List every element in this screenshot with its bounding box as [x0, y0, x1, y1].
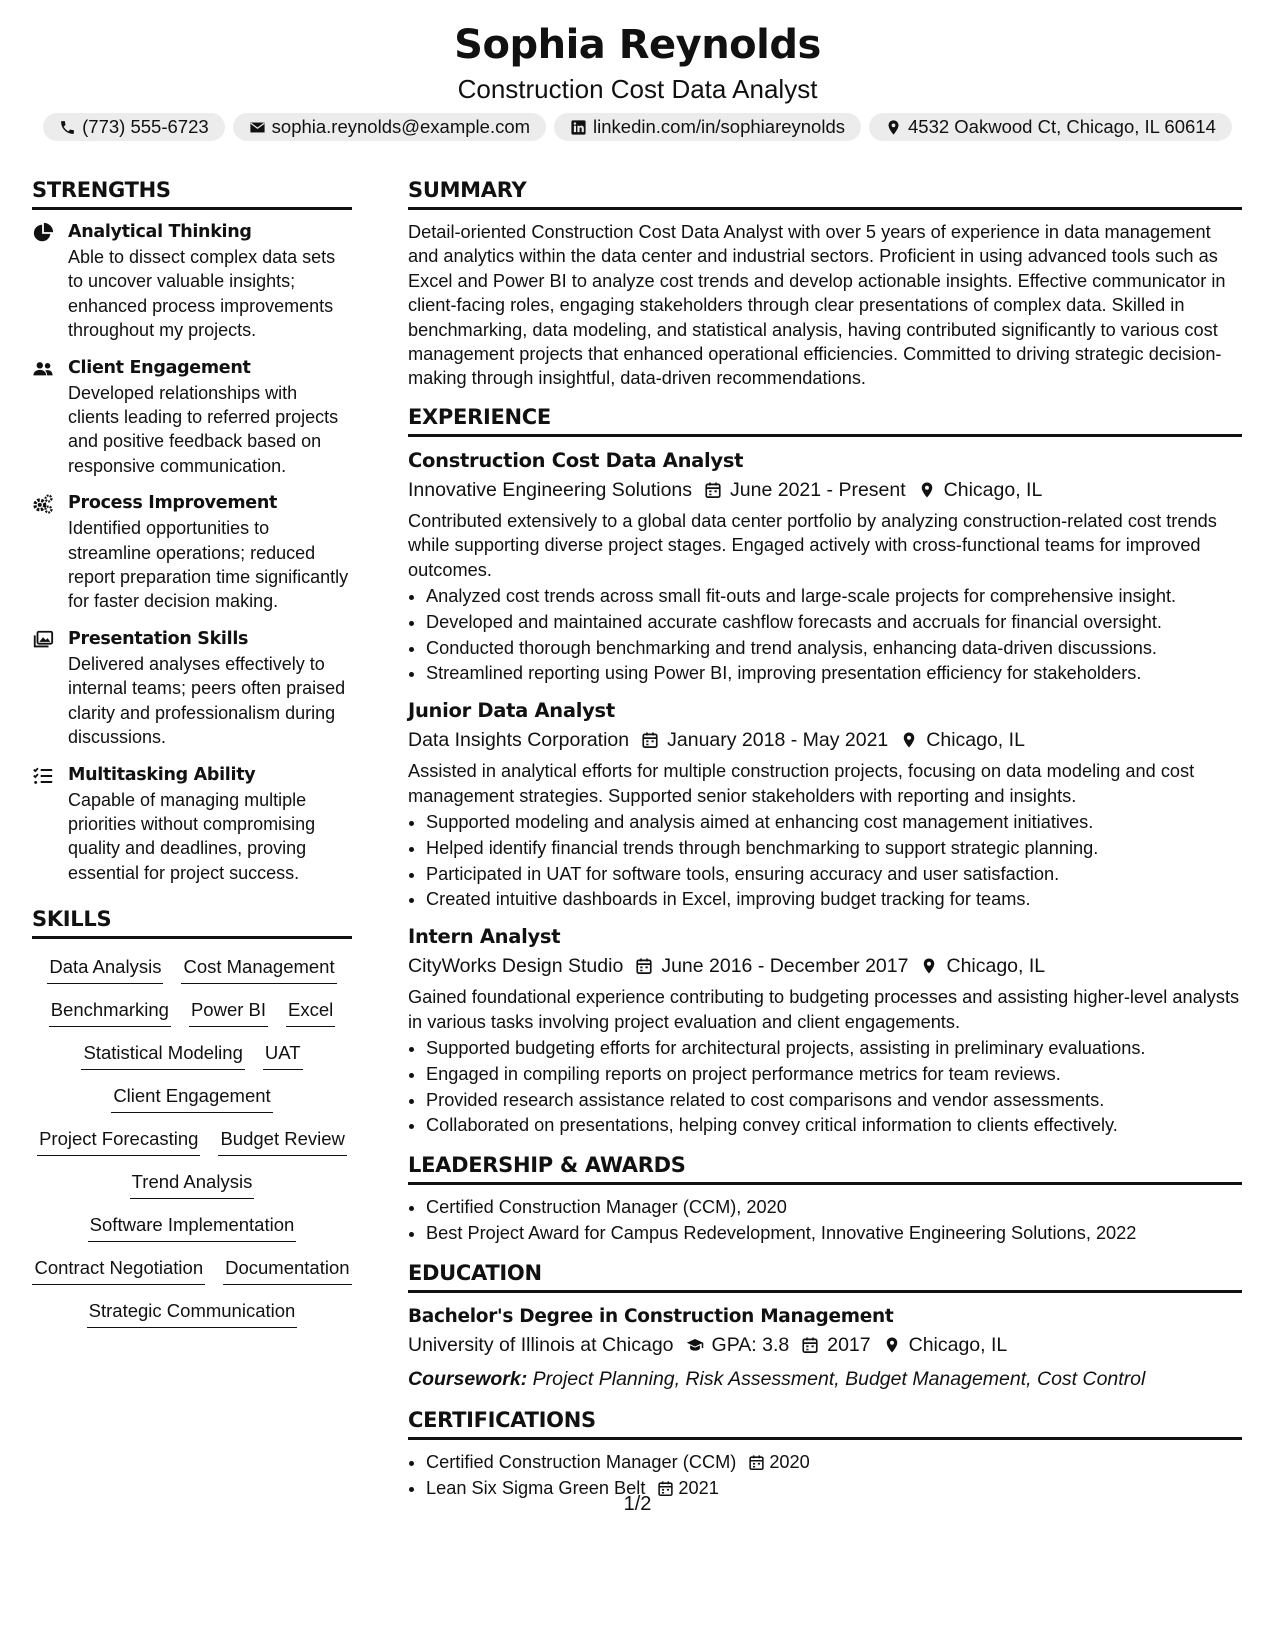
candidate-name: Sophia Reynolds [454, 22, 821, 68]
images-icon [32, 629, 54, 651]
list-check-icon [32, 765, 54, 787]
job-entry [408, 447, 1242, 687]
leadership-heading: LEADERSHIP & AWARDS [408, 1153, 1242, 1185]
job-bullets [408, 1036, 1242, 1139]
education-location: Chicago, IL [908, 1333, 1008, 1356]
strength-item [32, 627, 352, 750]
list-item: • Collaborated on presentations, helping convey critical information to clients effectively. [426, 1113, 1242, 1139]
job-role: Intern Analyst [408, 925, 561, 949]
skill-tag: Trend Analysis [130, 1170, 255, 1199]
job-entry [408, 923, 1242, 1139]
skill-tag: Client Engagement [111, 1084, 272, 1113]
education-meta [408, 1330, 1242, 1360]
calendar-icon [641, 731, 659, 749]
list-item: • Participated in UAT for software tools, ensuring accuracy and user satisfaction. [426, 862, 1242, 888]
list-item: • Conducted thorough benchmarking and trend analysis, enhancing data-driven discussions. [426, 636, 1242, 662]
pie-chart-icon [32, 222, 54, 244]
list-item: • Streamlined reporting using Power BI, improving presentation efficiency for stakeholders. [426, 661, 1242, 687]
contact-email-text: sophia.reynolds@example.com [271, 116, 531, 137]
envelope-icon [249, 119, 266, 136]
summary-heading: SUMMARY [408, 178, 1242, 210]
job-role: Construction Cost Data Analyst [408, 448, 744, 472]
coursework-list: Project Planning, Risk Assessment, Budget Management, Cost Control [532, 1367, 1146, 1390]
coursework-label: Coursework: [408, 1367, 528, 1390]
map-pin-icon [885, 119, 902, 136]
strength-title: Presentation Skills [68, 628, 249, 649]
job-description: Assisted in analytical efforts for multiple construction projects, focusing on data modeling and cost management strategies. Supported senior stakeholders with reporting and insights. [408, 761, 1195, 806]
skill-tag: Documentation [223, 1256, 351, 1285]
skills-heading: SKILLS [32, 907, 352, 939]
skill-tag: Budget Review [218, 1127, 346, 1156]
map-pin-icon [918, 481, 936, 499]
contact-bar [0, 113, 1275, 141]
job-dates: January 2018 - May 2021 [667, 729, 889, 752]
strengths-heading: STRENGTHS [32, 178, 352, 210]
strength-title: Process Improvement [68, 493, 278, 514]
calendar-icon [635, 957, 653, 975]
skill-tag: Cost Management [181, 955, 336, 984]
job-company: CityWorks Design Studio [408, 955, 624, 978]
calendar-icon [801, 1336, 819, 1354]
contact-address-text: 4532 Oakwood Ct, Chicago, IL 60614 [908, 116, 1216, 137]
strength-description: Able to dissect complex data sets to uncover valuable insights; enhanced process improvements throughout my projects. [68, 247, 336, 341]
job-entry [408, 697, 1242, 913]
list-item: • Best Project Award for Campus Redevelopment, Innovative Engineering Solutions, 2022 [426, 1221, 1242, 1247]
job-company: Innovative Engineering Solutions [408, 478, 693, 501]
calendar-icon [704, 481, 722, 499]
calendar-icon [748, 1454, 765, 1471]
skill-tag: Strategic Communication [87, 1299, 298, 1328]
certifications-heading: CERTIFICATIONS [408, 1408, 1242, 1440]
contact-linkedin-text: linkedin.com/in/sophiareynolds [593, 116, 845, 137]
list-item [426, 1450, 1242, 1476]
strength-item [32, 491, 352, 614]
map-pin-icon [883, 1336, 901, 1354]
job-location: Chicago, IL [943, 478, 1043, 501]
contact-phone-text: (773) 555-6723 [82, 116, 209, 137]
job-company: Data Insights Corporation [408, 729, 630, 752]
strength-description: Delivered analyses effectively to internal teams; peers often praised clarity and professionalism during discussions. [68, 653, 346, 748]
job-dates: June 2021 - Present [730, 478, 906, 501]
list-item: • Supported budgeting efforts for architectural projects, assisting in preliminary evaluations. [426, 1036, 1242, 1062]
job-meta [408, 725, 1242, 755]
skill-tag: Power BI [189, 998, 268, 1027]
left-column [32, 178, 352, 1328]
education-degree: Bachelor's Degree in Construction Management [408, 1305, 894, 1327]
map-pin-icon [900, 731, 918, 749]
strength-item [32, 763, 352, 886]
skill-tag: Data Analysis [47, 955, 163, 984]
job-meta [408, 951, 1242, 981]
list-item: • Certified Construction Manager (CCM), 2020 [426, 1195, 1242, 1221]
certification-year: 2021 [678, 1477, 719, 1498]
list-item: • Provided research assistance related to cost comparisons and vendor assessments. [426, 1088, 1242, 1114]
job-location: Chicago, IL [926, 729, 1025, 752]
summary-text: Detail-oriented Construction Cost Data Analyst with over 5 years of experience in data management and analytics within the data center and industrial sectors. Proficient in using advanced tools such as Excel and Power BI to analyze cost trends and develop actionable insights. Effective communicator in client-facing roles, engaging stakeholders through clear presentations of complex data. Skilled in benchmarking, data modeling, and statistical analysis, having contributed significantly to various cost management projects that enhanced operational efficiencies. Committed to driving strategic decision-making through insightful, data-driven recommendations. [408, 222, 1226, 389]
job-meta [408, 475, 1242, 505]
strength-description: Capable of managing multiple priorities without compromising quality and deadlines, proving essential for project success. [68, 789, 316, 883]
experience-heading: EXPERIENCE [408, 405, 1242, 437]
strength-item [32, 220, 352, 343]
contact-phone[interactable] [43, 113, 225, 141]
strength-title: Analytical Thinking [68, 222, 252, 242]
strength-title: Multitasking Ability [68, 764, 256, 785]
strength-description: Developed relationships with clients leading to referred projects and positive feedback based on responsive communication. [68, 382, 339, 476]
leadership-list [408, 1195, 1242, 1247]
contact-email[interactable] [233, 113, 546, 141]
education-gpa: GPA: 3.8 [711, 1333, 790, 1356]
strength-title: Client Engagement [68, 357, 251, 378]
page-number: 1/2 [623, 1493, 652, 1515]
job-location: Chicago, IL [946, 955, 1046, 978]
contact-address [869, 113, 1232, 141]
education-heading: EDUCATION [408, 1261, 1242, 1293]
certification-year: 2020 [769, 1451, 810, 1472]
list-item: • Created intuitive dashboards in Excel, improving budget tracking for teams. [426, 887, 1242, 913]
gears-icon [32, 493, 54, 515]
skills-list [32, 949, 352, 1328]
map-pin-icon [920, 957, 938, 975]
skill-tag: UAT [263, 1041, 303, 1070]
skill-tag: Statistical Modeling [81, 1041, 244, 1070]
skill-tag: Project Forecasting [37, 1127, 200, 1156]
linkedin-icon [570, 119, 587, 136]
candidate-title: Construction Cost Data Analyst [457, 74, 818, 104]
education-coursework [408, 1364, 1242, 1394]
contact-linkedin[interactable] [554, 113, 861, 141]
job-bullets [408, 584, 1242, 687]
certification-name: • Lean Six Sigma Green Belt [426, 1477, 646, 1498]
job-bullets [408, 810, 1242, 913]
list-item: • Helped identify financial trends through benchmarking to support strategic planning. [426, 836, 1242, 862]
users-icon [32, 358, 54, 380]
skill-tag: Contract Negotiation [32, 1256, 205, 1285]
graduation-cap-icon [686, 1336, 704, 1354]
list-item: • Engaged in compiling reports on project performance metrics for team reviews. [426, 1062, 1242, 1088]
skill-tag: Benchmarking [49, 998, 171, 1027]
list-item: • Developed and maintained accurate cashflow forecasts and accruals for financial oversight. [426, 610, 1242, 636]
list-item: • Supported modeling and analysis aimed at enhancing cost management initiatives. [426, 810, 1242, 836]
strength-description: Identified opportunities to streamline operations; reduced report preparation time significantly for faster decision making. [68, 518, 349, 612]
right-column [408, 178, 1242, 1501]
job-role: Junior Data Analyst [408, 699, 615, 723]
phone-icon [59, 119, 76, 136]
education-school: University of Illinois at Chicago [408, 1333, 674, 1356]
strength-item [32, 356, 352, 479]
list-item: • Analyzed cost trends across small fit-outs and large-scale projects for comprehensive insight. [426, 584, 1242, 610]
skill-tag: Excel [286, 998, 335, 1027]
job-description: Contributed extensively to a global data center portfolio by analyzing construction-related cost trends while supporting diverse project stages. Engaged actively with cross-functional teams for improved outcomes. [408, 510, 1217, 580]
job-description: Gained foundational experience contributing to budgeting processes and assisting higher-level analysts in various tasks involving project evaluation and client engagements. [408, 987, 1240, 1032]
certification-name: • Certified Construction Manager (CCM) [426, 1451, 737, 1472]
job-dates: June 2016 - December 2017 [661, 955, 909, 978]
education-year: 2017 [827, 1333, 871, 1356]
skill-tag: Software Implementation [88, 1213, 297, 1242]
